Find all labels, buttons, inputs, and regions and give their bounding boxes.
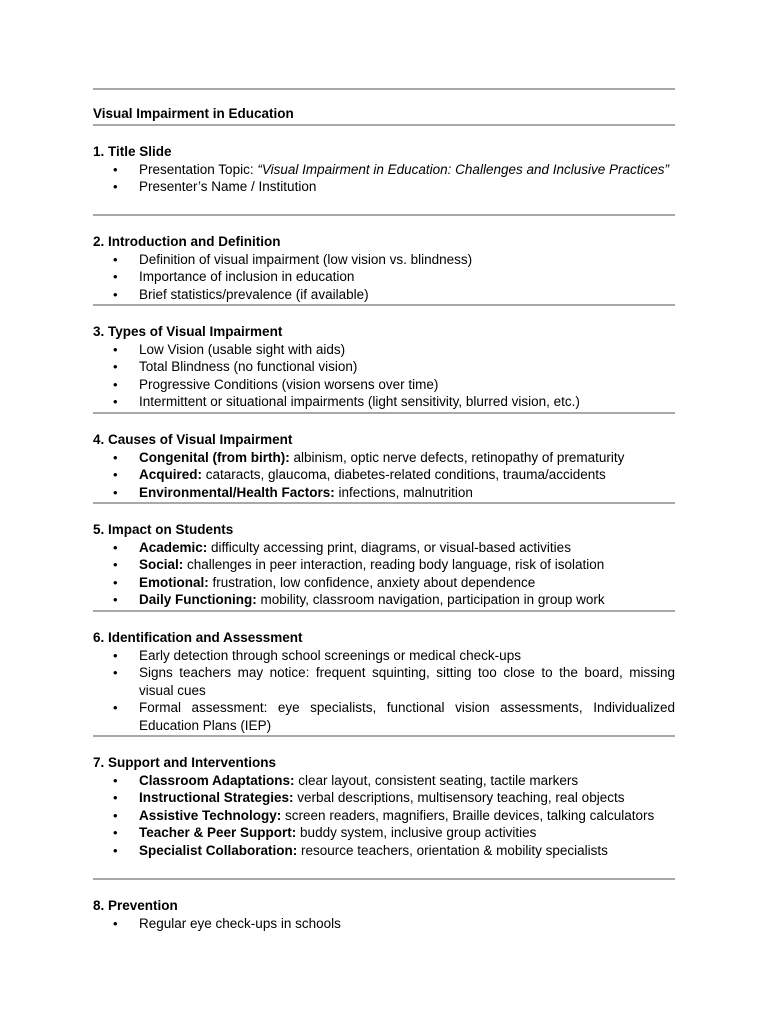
bullet-icon: • (113, 251, 118, 267)
section-heading: 2. Introduction and Definition (93, 234, 281, 249)
list-item: • Specialist Collaboration: resource teachers, orientation & mobility specialists (113, 842, 608, 858)
bullet-icon: • (113, 269, 118, 284)
list-item: • Social: challenges in peer interaction, reading body language, risk of isolation (113, 557, 605, 572)
section-introduction (93, 233, 675, 303)
section-heading: 5. Impact on Students (93, 522, 234, 537)
list-item: • Total Blindness (no functional vision) (113, 359, 358, 374)
list-item: • Low Vision (usable sight with aids) (113, 341, 346, 357)
section-divider (93, 610, 675, 612)
section-impact (93, 521, 675, 609)
document-title: Visual Impairment in Education (93, 106, 294, 121)
section-heading: 8. Prevention (93, 898, 178, 913)
section-title-slide (93, 143, 675, 196)
bullet-icon: • (113, 539, 118, 555)
list-item: • Acquired: cataracts, glaucoma, diabetes-related conditions, trauma/accidents (113, 467, 606, 482)
section-identification (93, 629, 675, 734)
list-item: • Daily Functioning: mobility, classroom navigation, participation in group work (113, 592, 605, 607)
bullet-icon: • (113, 394, 118, 409)
list-item: • Importance of inclusion in education (113, 269, 355, 284)
bullet-icon: • (113, 376, 118, 392)
top-divider (93, 88, 675, 90)
list-item: • Environmental/Health Factors: infections, malnutrition (113, 484, 473, 500)
bullet-icon: • (113, 467, 118, 482)
list-item: • Early detection through school screenings or medical check-ups (113, 647, 521, 663)
bullet-icon: • (113, 574, 118, 590)
bullet-icon: • (113, 915, 118, 931)
section-divider (93, 735, 675, 737)
list-item: • Intermittent or situational impairments (light sensitivity, blurred vision, etc.) (113, 394, 580, 409)
bullet-icon: • (113, 665, 118, 680)
bullet-icon: • (113, 842, 118, 858)
section-divider (93, 304, 675, 306)
list-item: • Presentation Topic: “Visual Impairment in Education: Challenges and Inclusive Practices” (113, 161, 670, 177)
bullet-icon: • (113, 286, 118, 302)
bullet-icon: • (113, 359, 118, 374)
list-item: • Assistive Technology: screen readers, magnifiers, Braille devices, talking calculators (113, 807, 655, 823)
section-heading: 3. Types of Visual Impairment (93, 324, 283, 339)
list-item: • Signs teachers may notice: frequent squinting, sitting too close to the board, missing visual cues (113, 665, 675, 698)
bullet-icon: • (113, 647, 118, 663)
list-item: • Regular eye check-ups in schools (113, 915, 341, 931)
bullet-icon: • (113, 449, 118, 465)
list-item: • Emotional: frustration, low confidence, anxiety about dependence (113, 574, 536, 590)
bullet-icon: • (113, 161, 118, 177)
section-divider (93, 878, 675, 880)
section-divider (93, 412, 675, 414)
bullet-icon: • (113, 772, 118, 788)
section-types (93, 323, 675, 411)
list-item: • Definition of visual impairment (low vision vs. blindness) (113, 251, 473, 267)
bullet-icon: • (113, 700, 118, 715)
list-item: • Academic: difficulty accessing print, diagrams, or visual-based activities (113, 539, 571, 555)
list-item: • Classroom Adaptations: clear layout, consistent seating, tactile markers (113, 772, 579, 788)
section-prevention (93, 897, 675, 932)
list-item: • Presenter’s Name / Institution (113, 179, 317, 194)
bullet-icon: • (113, 790, 118, 805)
bullet-icon: • (113, 341, 118, 357)
list-item: • Brief statistics/prevalence (if available) (113, 286, 369, 302)
section-heading: 1. Title Slide (93, 144, 172, 159)
list-item: • Formal assessment: eye specialists, functional vision assessments, Individualized Education Plans (IEP) (113, 700, 675, 733)
bullet-icon: • (113, 557, 118, 572)
title-divider (93, 124, 675, 126)
bullet-icon: • (113, 592, 118, 607)
bullet-icon: • (113, 807, 118, 823)
section-heading: 6. Identification and Assessment (93, 630, 303, 645)
section-divider (93, 214, 675, 216)
list-item: • Congenital (from birth): albinism, optic nerve defects, retinopathy of prematurity (113, 449, 625, 465)
section-heading: 4. Causes of Visual Impairment (93, 432, 293, 447)
bullet-icon: • (113, 825, 118, 840)
section-heading: 7. Support and Interventions (93, 755, 277, 770)
bullet-icon: • (113, 179, 118, 194)
list-item: • Teacher & Peer Support: buddy system, inclusive group activities (113, 825, 537, 840)
list-item: • Instructional Strategies: verbal descriptions, multisensory teaching, real objects (113, 790, 625, 805)
list-item: • Progressive Conditions (vision worsens over time) (113, 376, 439, 392)
section-support (93, 754, 675, 859)
section-causes (93, 431, 675, 501)
bullet-icon: • (113, 484, 118, 500)
section-divider (93, 502, 675, 504)
